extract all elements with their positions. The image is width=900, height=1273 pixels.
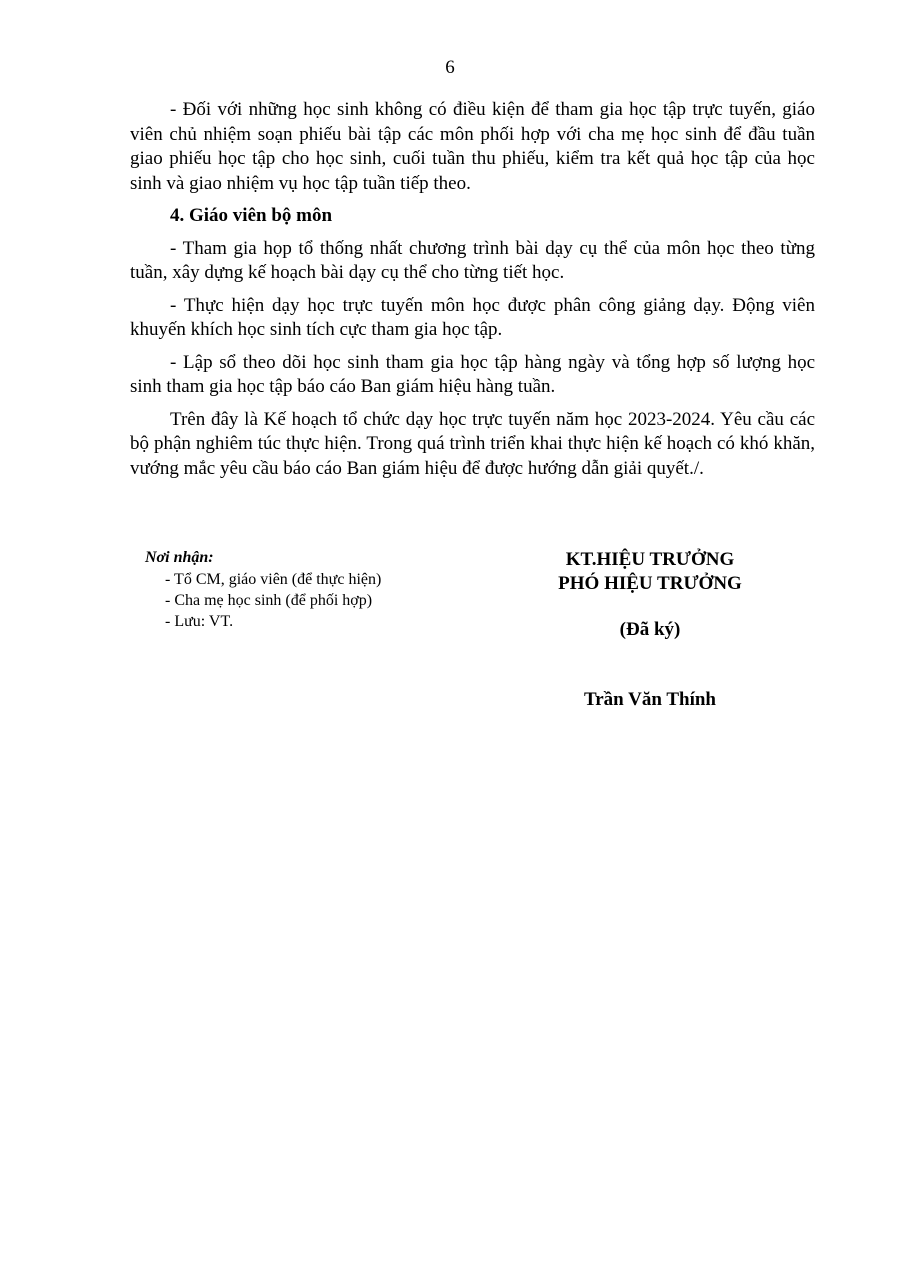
signed-status: (Đã ký)	[619, 619, 681, 640]
page-number: 6	[445, 57, 455, 78]
recipients-block	[145, 548, 465, 632]
paragraph-attendance-log: - Lập sổ theo dõi học sinh tham gia học tập hàng ngày và tổng hợp số lượng học sinh tham gia học tập báo cáo Ban giám hiệu hàng tuần.	[130, 351, 815, 397]
signer-authority: KT.HIỆU TRƯỞNG	[565, 549, 735, 570]
recipient-item: - Tổ CM, giáo viên (để thực hiện)	[165, 571, 382, 588]
signature-block	[520, 548, 780, 712]
recipients-title: Nơi nhận:	[145, 549, 214, 566]
signer-title: PHÓ HIỆU TRƯỞNG	[558, 573, 742, 594]
recipients-list	[145, 569, 465, 632]
paragraph-conclusion: Trên đây là Kế hoạch tổ chức dạy học trực tuyến năm học 2023-2024. Yêu cầu các bộ phận nghiêm túc thực hiện. Trong quá trình triển khai thực hiện kế hoạch có khó khăn, vướng mắc yêu cầu báo cáo Ban giám hiệu để được hướng dẫn giải quyết./.	[130, 408, 815, 479]
signer-name: Trần Văn Thính	[583, 689, 717, 710]
paragraph-team-meeting: - Tham gia họp tổ thống nhất chương trình bài dạy cụ thể của môn học theo từng tuần, xây dựng kế hoạch bài dạy cụ thể cho từng tiết học.	[130, 237, 815, 283]
section-heading-subject-teachers: 4. Giáo viên bộ môn	[170, 205, 333, 226]
paragraph-online-teaching: - Thực hiện dạy học trực tuyến môn học được phân công giảng dạy. Động viên khuyến khích học sinh tích cực tham gia học tập.	[130, 294, 815, 340]
recipient-item: - Cha mẹ học sinh (để phối hợp)	[165, 592, 373, 609]
recipient-item: - Lưu: VT.	[165, 613, 234, 630]
paragraph-homeroom-worksheets: - Đối với những học sinh không có điều kiện để tham gia học tập trực tuyến, giáo viên chủ nhiệm soạn phiếu bài tập các môn phối hợp với cha mẹ học sinh để đầu tuần giao phiếu học tập cho học sinh, cuối tuần thu phiếu, kiểm tra kết quả học tập của học sinh và giao nhiệm vụ học tập tuần tiếp theo.	[130, 99, 815, 194]
document-body	[130, 98, 815, 489]
